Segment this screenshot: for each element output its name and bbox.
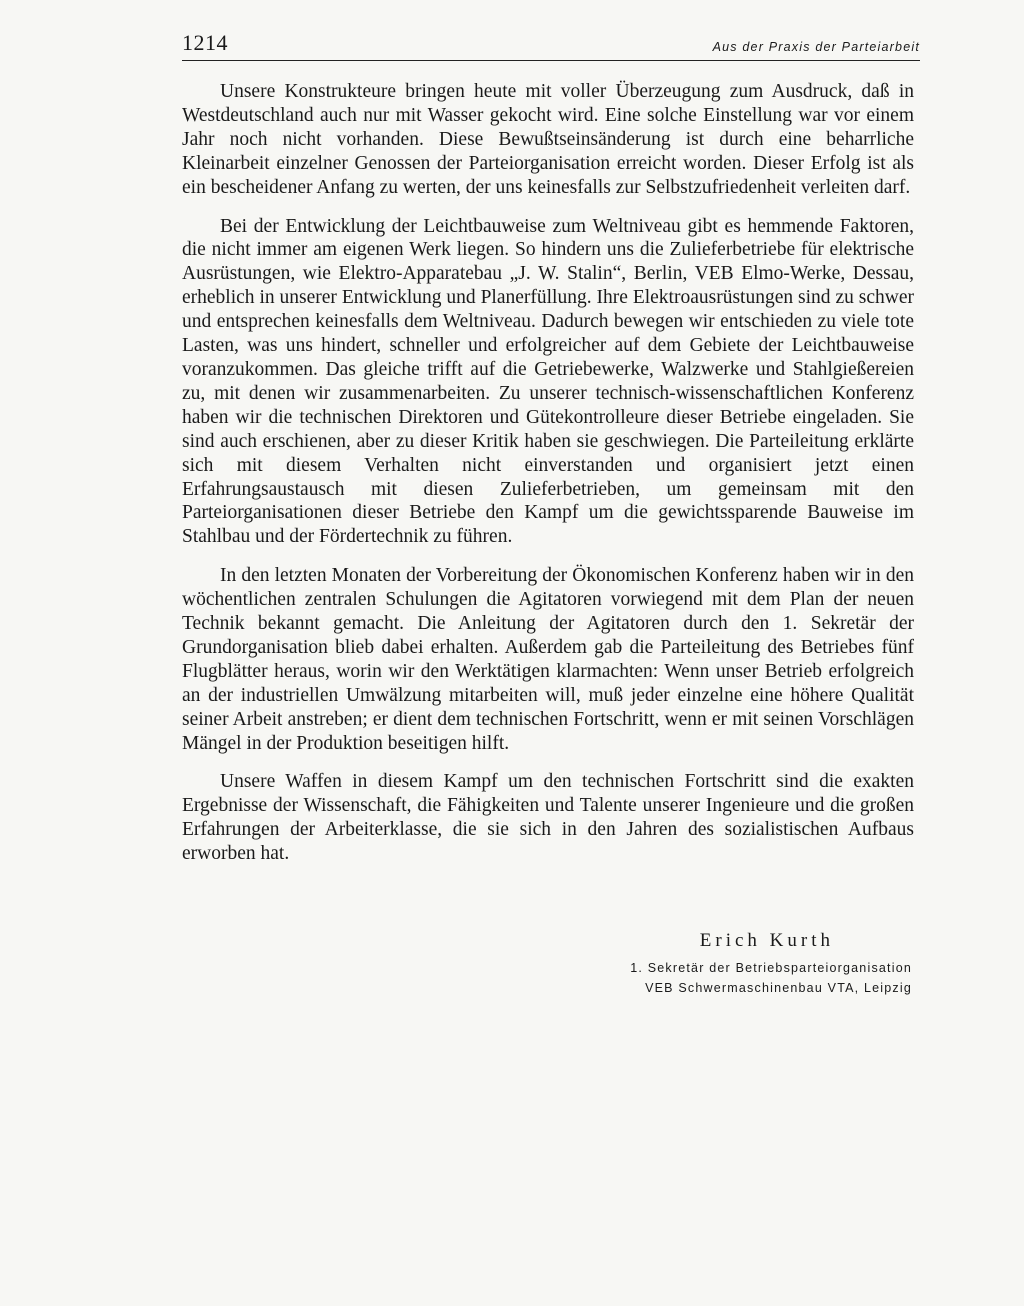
paragraph-2: Bei der Entwicklung der Leichtbauweise zum Weltniveau gibt es hemmende Faktoren, die nicht immer am eigenen Werk liegen. So hindern uns die Zulieferbetriebe für elektrische Ausrüstungen, wie Elektro-Apparatebau „J. W. Stalin“, Berlin, VEB Elmo-Werke, Dessau, erheblich in unserer Entwicklung und Planerfüllung. Ihre Elektroausrüstungen sind zu schwer und entsprechen keinesfalls dem Weltniveau. Dadurch bewegen wir entschieden zu viele tote Lasten, was uns hindert, schneller und erfolgreicher auf dem Gebiete der Leichtbauweise voranzukommen. Das gleiche trifft auf die Getriebewerke, Walzwerke und Stahlgießereien zu, mit denen wir zusammenarbeiten. Zu unserer technisch-wissenschaftlichen Konferenz haben wir die technischen Direktoren und Gütekontrolleure dieser Betriebe eingeladen. Sie sind auch erschienen, aber zu dieser Kritik haben sie geschwiegen. Die Parteileitung erklärte sich mit diesem Verhalten nicht einverstanden und organisiert jetzt einen Erfahrungsaustausch mit diesen Zulieferbetrieben, um gemeinsam mit den Parteiorganisationen dieser Betriebe den Kampf um die gewichtssparende Bauweise im Stahlbau und der Fördertechnik zu führen. <box>182 215 914 548</box>
author-role: 1. Sekretär der Betriebsparteiorganisation <box>630 961 912 975</box>
paragraph-3: In den letzten Monaten der Vorbereitung der Ökonomischen Konferenz haben wir in den wöchentlichen zentralen Schulungen die Agitatoren vorwiegend mit dem Plan der neuen Technik bekannt gemacht. Die Anleitung der Agitatoren durch den 1. Sekretär der Grundorganisation blieb dabei erhalten. Außerdem gab die Parteileitung des Betriebes fünf Flugblätter heraus, worin wir den Werktätigen klarmachten: Wenn unser Betrieb erfolgreich an der industriellen Umwälzung mitarbeiten will, muß jeder einzelne eine höhere Qualität seiner Arbeit anstreben; er dient dem technischen Fortschritt, wenn er mit seinen Vorschlägen Mängel in der Produktion beseitigen hilft. <box>182 565 914 754</box>
running-head: Aus der Praxis der Parteiarbeit <box>712 40 920 54</box>
signature-block <box>560 930 912 998</box>
page-header <box>182 30 920 61</box>
author-name: Erich Kurth <box>699 930 834 951</box>
page-number: 1214 <box>182 30 228 55</box>
author-organization: VEB Schwermaschinenbau VTA, Leipzig <box>645 981 912 995</box>
article-body <box>182 80 914 881</box>
paragraph-1: Unsere Konstrukteure bringen heute mit voller Überzeugung zum Ausdruck, daß in Westdeutschland auch nur mit Wasser gekocht wird. Eine solche Einstellung war vor einem Jahr noch nicht vorhanden. Diese Bewußtseinsänderung ist durch eine beharrliche Kleinarbeit einzelner Genossen der Parteiorganisation erreicht worden. Dieser Erfolg ist als ein bescheidener Anfang zu werten, der uns keinesfalls zur Selbstzufriedenheit verleiten darf. <box>182 81 914 198</box>
paragraph-4: Unsere Waffen in diesem Kampf um den technischen Fortschritt sind die exakten Ergebnisse der Wissenschaft, die Fähigkeiten und Talente unserer Ingenieure und die großen Erfahrungen der Arbeiterklasse, die sie sich in den Jahren des sozialistischen Aufbaus erworben hat. <box>182 771 914 865</box>
